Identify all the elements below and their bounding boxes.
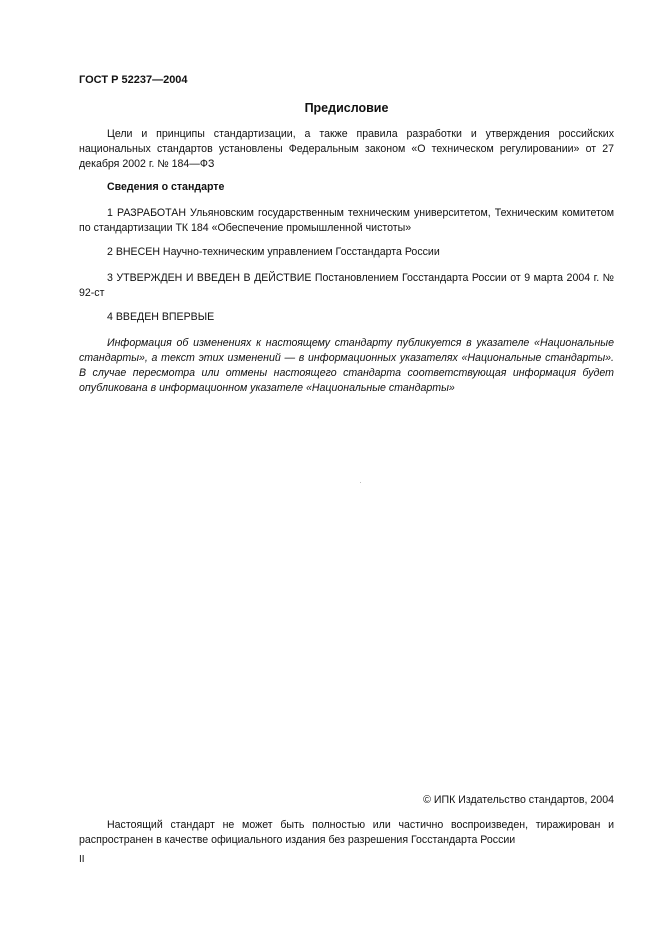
document-code: ГОСТ Р 52237—2004 <box>79 74 188 86</box>
list-item-introduced: 2 ВНЕСЕН Научно-техническим управлением Госстандарта России <box>107 246 440 258</box>
intro-paragraph: Цели и принципы стандартизации, а также правила разработки и утверждения российских национальных стандартов установлены Федеральным законом «О техническом регулировании» от 27 декабря 2002 г. № 184—ФЗ <box>79 128 614 170</box>
page-number: II <box>79 854 85 865</box>
section-heading: Сведения о стандарте <box>107 181 225 193</box>
publisher-line: © ИПК Издательство стандартов, 2004 <box>423 794 614 806</box>
page-title: Предисловие <box>304 101 389 115</box>
changes-notice: Информация об изменениях к настоящему стандарту публикуется в указателе «Национальные стандарты», а текст этих изменений — в информационных указателях «Национальные стандарты». В случае пересмотра или отмены настоящего стандарта соответствующая информация будет опубликована в информационном указателе «Национальные стандарты» <box>79 337 614 394</box>
list-item-approved: 3 УТВЕРЖДЕН И ВВЕДЕН В ДЕЙСТВИЕ Постановлением Госстандарта России от 9 марта 2004 г. № 92-ст <box>79 272 614 299</box>
scan-speck <box>360 482 361 483</box>
copyright-notice: Настоящий стандарт не может быть полностью или частично воспроизведен, тиражирован и распространен в качестве официального издания без разрешения Госстандарта России <box>79 819 614 846</box>
list-item-first-time: 4 ВВЕДЕН ВПЕРВЫЕ <box>107 311 215 323</box>
list-item-developed: 1 РАЗРАБОТАН Ульяновским государственным техническим университетом, Техническим комитетом по стандартизации ТК 184 «Обеспечение промышленной чистоты» <box>79 207 614 234</box>
